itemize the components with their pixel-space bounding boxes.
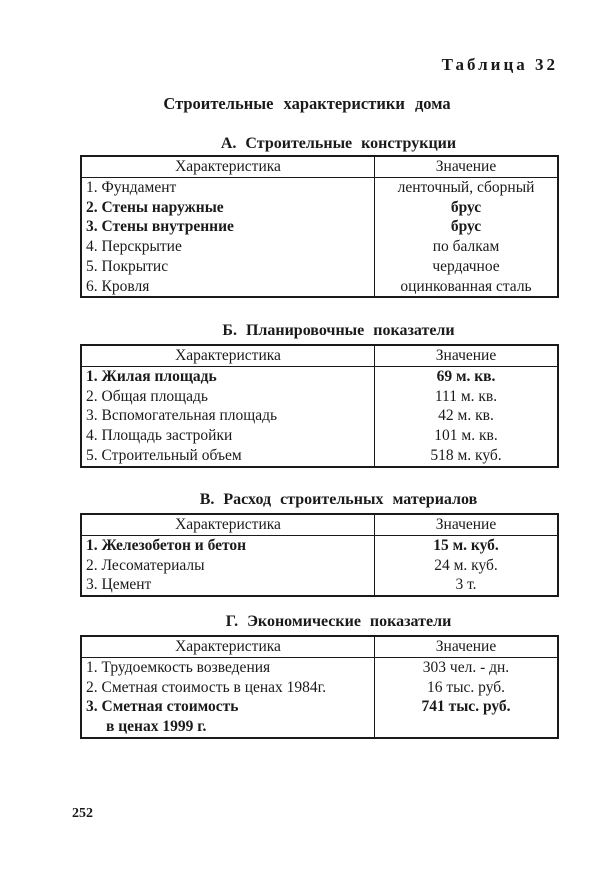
column-header-value: Значение <box>375 514 559 536</box>
planning-table <box>80 344 559 468</box>
row-label: 1. Трудоемкость возведения <box>86 659 271 676</box>
table-header-row <box>81 636 558 658</box>
row-label: 4. Перскрытие <box>86 238 182 256</box>
materials-table <box>80 513 559 597</box>
row-value: 741 тыс. руб. <box>421 698 511 716</box>
row-label: 2. Лесоматериалы <box>86 556 205 574</box>
row-label-continuation: в ценах 1999 г. <box>106 718 207 736</box>
row-value: чердачное <box>432 257 500 275</box>
column-header-characteristic: Характеристика <box>81 514 375 536</box>
column-header-characteristic: Характеристика <box>81 156 375 178</box>
column-header-value: Значение <box>375 156 559 178</box>
column-header-characteristic: Характеристика <box>81 636 375 658</box>
row-value: 42 м. кв. <box>438 407 494 425</box>
section-title: А. Строительные конструкции <box>220 135 457 152</box>
row-value: 15 м. куб. <box>433 537 499 554</box>
table-row <box>81 658 558 738</box>
column-header-value: Значение <box>375 636 559 658</box>
row-label: 2. Стены наружные <box>86 198 224 216</box>
row-value: 518 м. куб. <box>430 446 502 464</box>
row-label: 2. Общая площадь <box>86 387 208 405</box>
row-label: 5. Покрытис <box>86 257 169 275</box>
column-header-characteristic: Характеристика <box>81 345 375 367</box>
row-label: 1. Фундамент <box>86 179 177 196</box>
row-label: 6. Кровля <box>86 277 150 295</box>
section-title: Г. Экономические показатели <box>225 613 452 630</box>
section-title: В. Расход строительных материалов <box>199 491 478 508</box>
column-header-value: Значение <box>375 345 559 367</box>
row-value: по балкам <box>432 238 500 256</box>
row-value: 69 м. кв. <box>436 368 496 385</box>
row-value: брус <box>450 218 482 236</box>
row-value: 111 м. кв. <box>434 387 498 405</box>
row-label: 1. Железобетон и бетон <box>86 537 247 554</box>
row-label: 1. Жилая площадь <box>86 368 217 385</box>
row-label: 3. Стены внутренние <box>86 218 234 236</box>
table-number: Таблица 32 <box>441 55 558 74</box>
row-value: 24 м. куб. <box>434 556 498 574</box>
row-value: 3 т. <box>455 576 477 594</box>
table-header-row <box>81 514 558 536</box>
row-label: 5. Строительный объем <box>86 446 242 464</box>
economic-table <box>80 635 559 739</box>
row-label: 2. Сметная стоимость в ценах 1984г. <box>86 678 327 696</box>
table-header-row <box>81 156 558 178</box>
construction-table <box>80 155 559 298</box>
section-title: Б. Планировочные показатели <box>222 322 455 339</box>
table-row <box>81 367 558 467</box>
page-number: 252 <box>72 806 93 821</box>
row-value: 16 тыс. руб. <box>426 678 506 696</box>
page-title: Строительные характеристики дома <box>163 94 451 113</box>
row-label: 3. Вспомогательная площадь <box>86 407 278 425</box>
row-value: 101 м. кв. <box>434 427 498 445</box>
row-value: 303 чел. - дн. <box>422 659 510 676</box>
row-value: оцинкованная сталь <box>400 277 532 295</box>
row-label: 3. Сметная стоимость <box>86 698 239 716</box>
table-row <box>81 178 558 298</box>
table-row <box>81 536 558 597</box>
row-label: 3. Цемент <box>86 576 152 594</box>
row-value: брус <box>450 198 482 216</box>
row-label: 4. Площадь застройки <box>86 427 233 445</box>
row-value: ленточный, сборный <box>397 179 535 196</box>
table-header-row <box>81 345 558 367</box>
